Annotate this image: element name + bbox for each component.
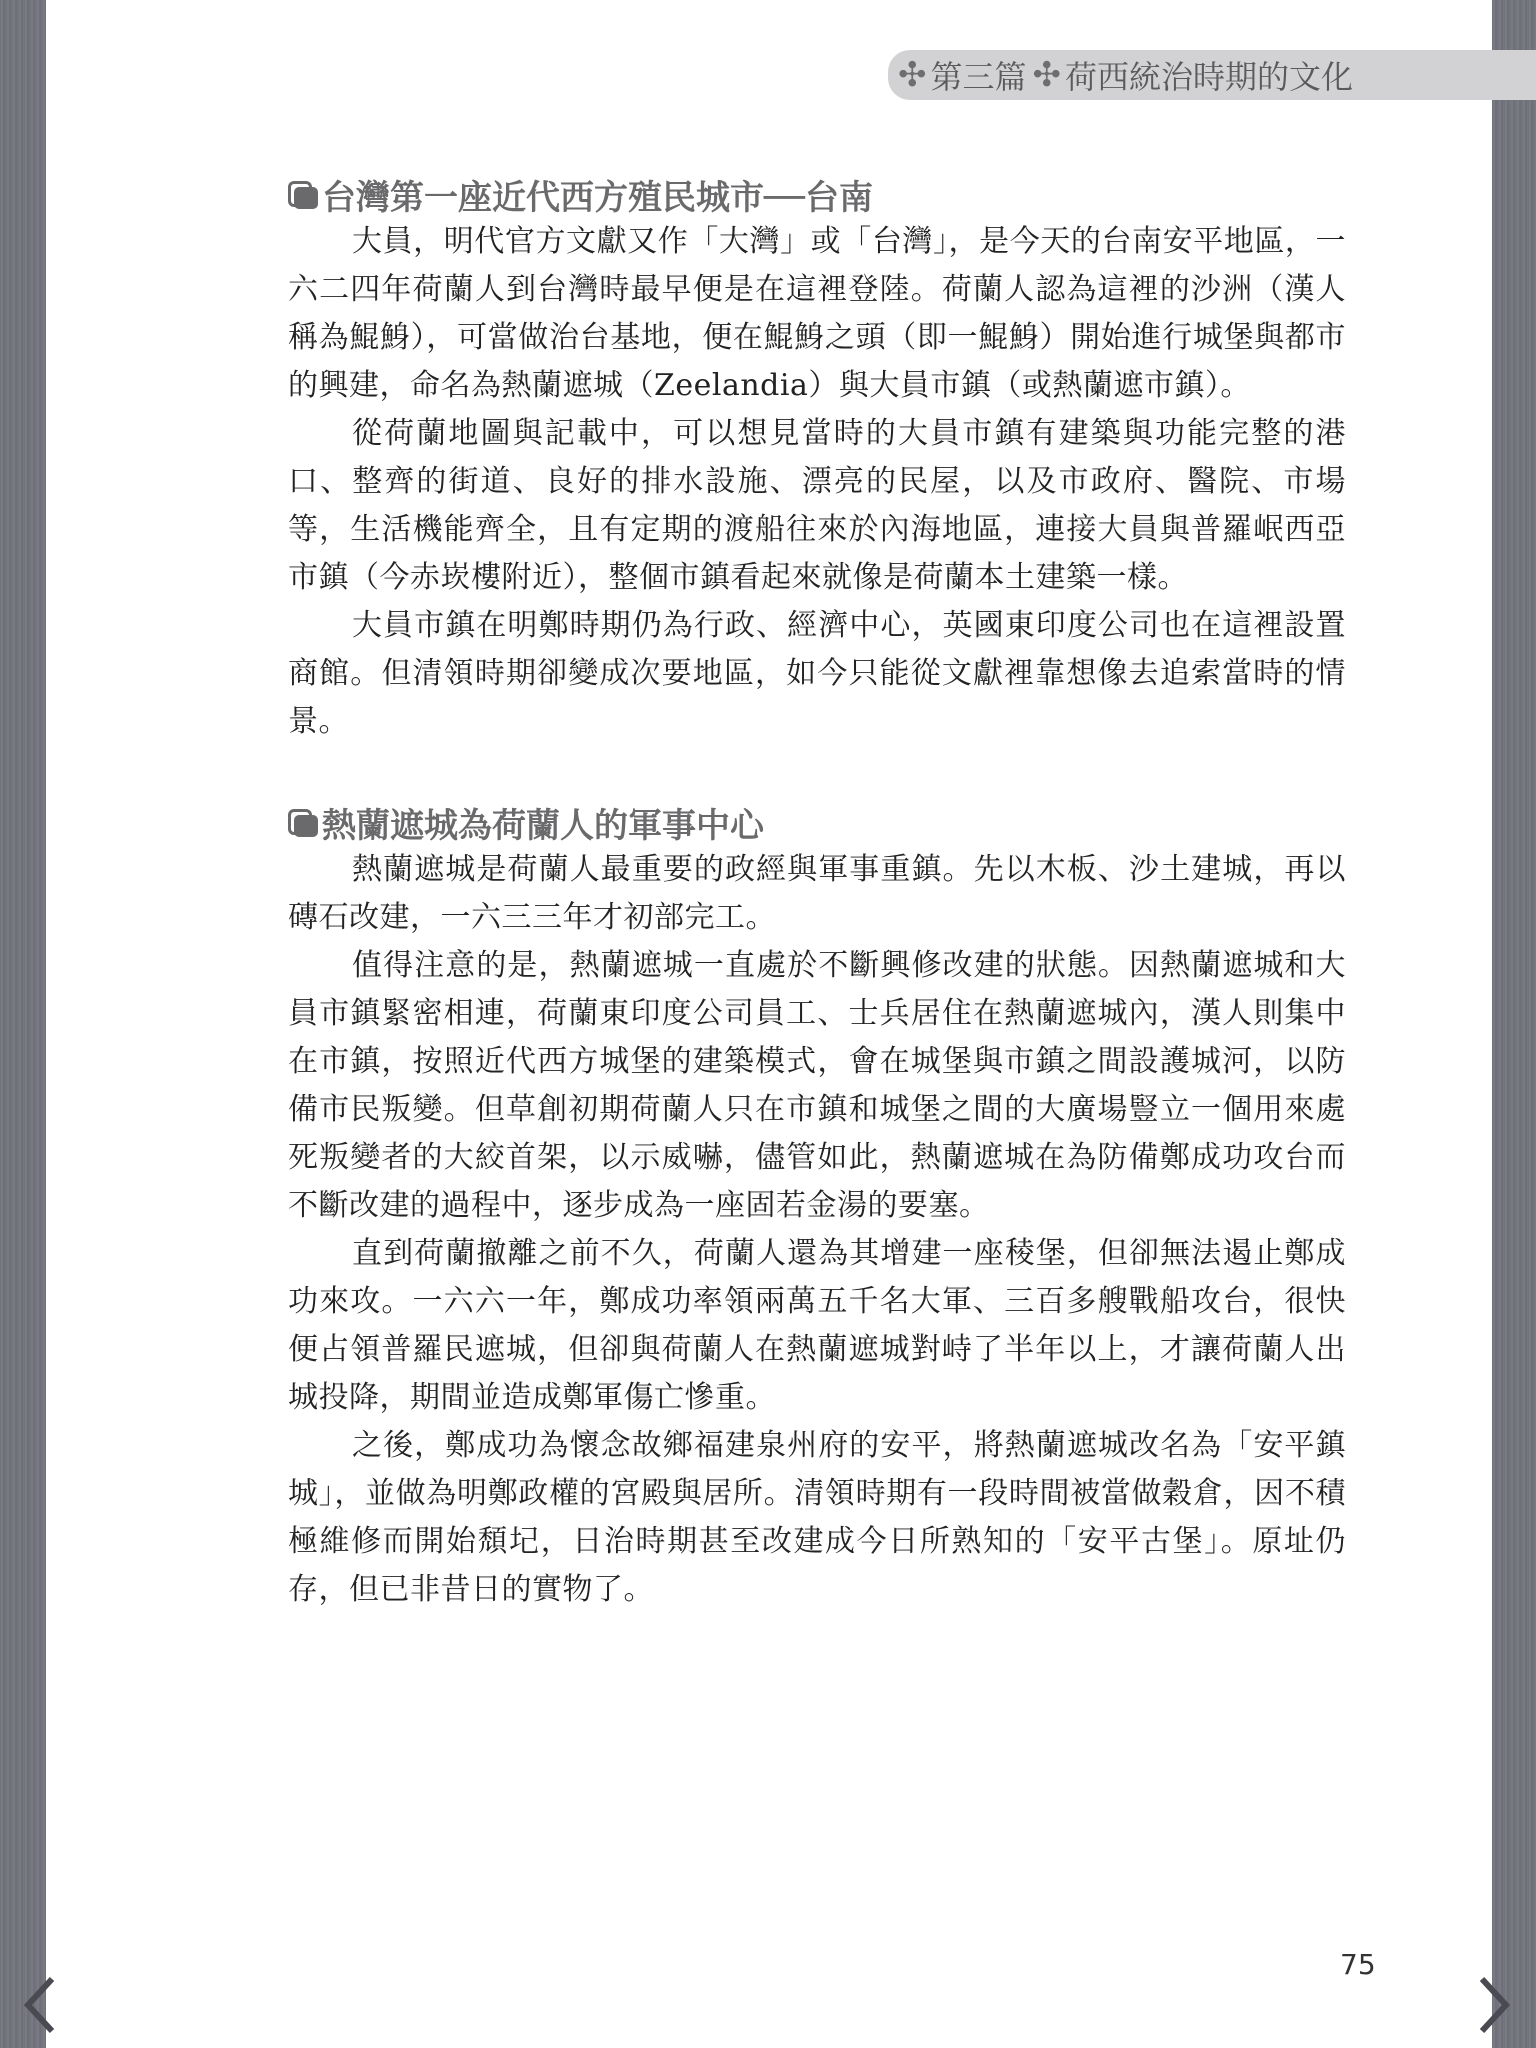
ornament-icon: ✣ [898, 55, 927, 95]
paragraph: 之後，鄭成功為懷念故鄉福建泉州府的安平，將熱蘭遮城改名為「安平鎮城」，並做為明鄭政權的宮殿與居所。清領時期有一段時間被當做穀倉，因不積極維修而開始頹圮，日治時期甚至改建成今日所熟知的「安平古堡」。原址仍存，但已非昔日的實物了。 [288, 1428, 1346, 1607]
paragraph: 大員市鎮在明鄭時期仍為行政、經濟中心，英國東印度公司也在這裡設置商館。但清領時期卻變成次要地區，如今只能從文獻裡靠想像去追索當時的情景。 [288, 608, 1346, 739]
right-bezel [1492, 0, 1536, 2048]
chevron-right-icon [1474, 1975, 1514, 2035]
chevron-left-icon [22, 1975, 62, 2035]
chapter-header [888, 50, 1536, 100]
left-bezel [0, 0, 46, 2048]
section-title-text: 台灣第一座近代西方殖民城市──台南 [322, 177, 873, 218]
paragraph: 直到荷蘭撤離之前不久，荷蘭人還為其增建一座稜堡，但卻無法遏止鄭成功來攻。一六六一年，鄭成功率領兩萬五千名大軍、三百多艘戰船攻台，很快便占領普羅民遮城，但卻與荷蘭人在熱蘭遮城對峙了半年以上，才讓荷蘭人出城投降，期間並造成鄭軍傷亡慘重。 [288, 1236, 1346, 1415]
paragraph: 大員，明代官方文獻又作「大灣」或「台灣」，是今天的台南安平地區，一六二四年荷蘭人到台灣時最早便是在這裡登陸。荷蘭人認為這裡的沙洲（漢人稱為鯤鯓），可當做治台基地，便在鯤鯓之頭（即一鯤鯓）開始進行城堡與都市的興建，命名為熱蘭遮城（Zeelandia）與大員市鎮（或熱蘭遮市鎮）。 [288, 224, 1346, 403]
section-title-text: 熱蘭遮城為荷蘭人的軍事中心 [322, 805, 764, 846]
header-part: 第三篇 [930, 58, 1027, 96]
note-icon [288, 179, 318, 209]
paragraph: 值得注意的是，熱蘭遮城一直處於不斷興修改建的狀態。因熱蘭遮城和大員市鎮緊密相連，荷蘭東印度公司員工、士兵居住在熱蘭遮城內，漢人則集中在市鎮，按照近代西方城堡的建築模式，會在城堡與市鎮之間設護城河，以防備市民叛變。但草創初期荷蘭人只在市鎮和城堡之間的大廣場豎立一個用來處死叛變者的大絞首架，以示威嚇，儘管如此，熱蘭遮城在為防備鄭成功攻台而不斷改建的過程中，逐步成為一座固若金湯的要塞。 [288, 948, 1346, 1223]
paragraph: 熱蘭遮城是荷蘭人最重要的政經與軍事重鎮。先以木板、沙土建城，再以磚石改建，一六三三年才初部完工。 [288, 852, 1346, 935]
header-title: 荷西統治時期的文化 [1065, 58, 1354, 96]
paragraph: 從荷蘭地圖與記載中，可以想見當時的大員市鎮有建築與功能完整的港口、整齊的街道、良好的排水設施、漂亮的民屋，以及市政府、醫院、市場等，生活機能齊全，且有定期的渡船往來於內海地區，連接大員與普羅岷西亞市鎮（今赤崁樓附近），整個市鎮看起來就像是荷蘭本土建築一樣。 [288, 416, 1346, 595]
page-number: 75 [1340, 1948, 1376, 1981]
section-title [288, 170, 1346, 218]
section-title [288, 798, 1346, 846]
page-content [288, 170, 1346, 1614]
note-icon [288, 807, 318, 837]
ornament-icon: ✣ [1032, 55, 1062, 95]
